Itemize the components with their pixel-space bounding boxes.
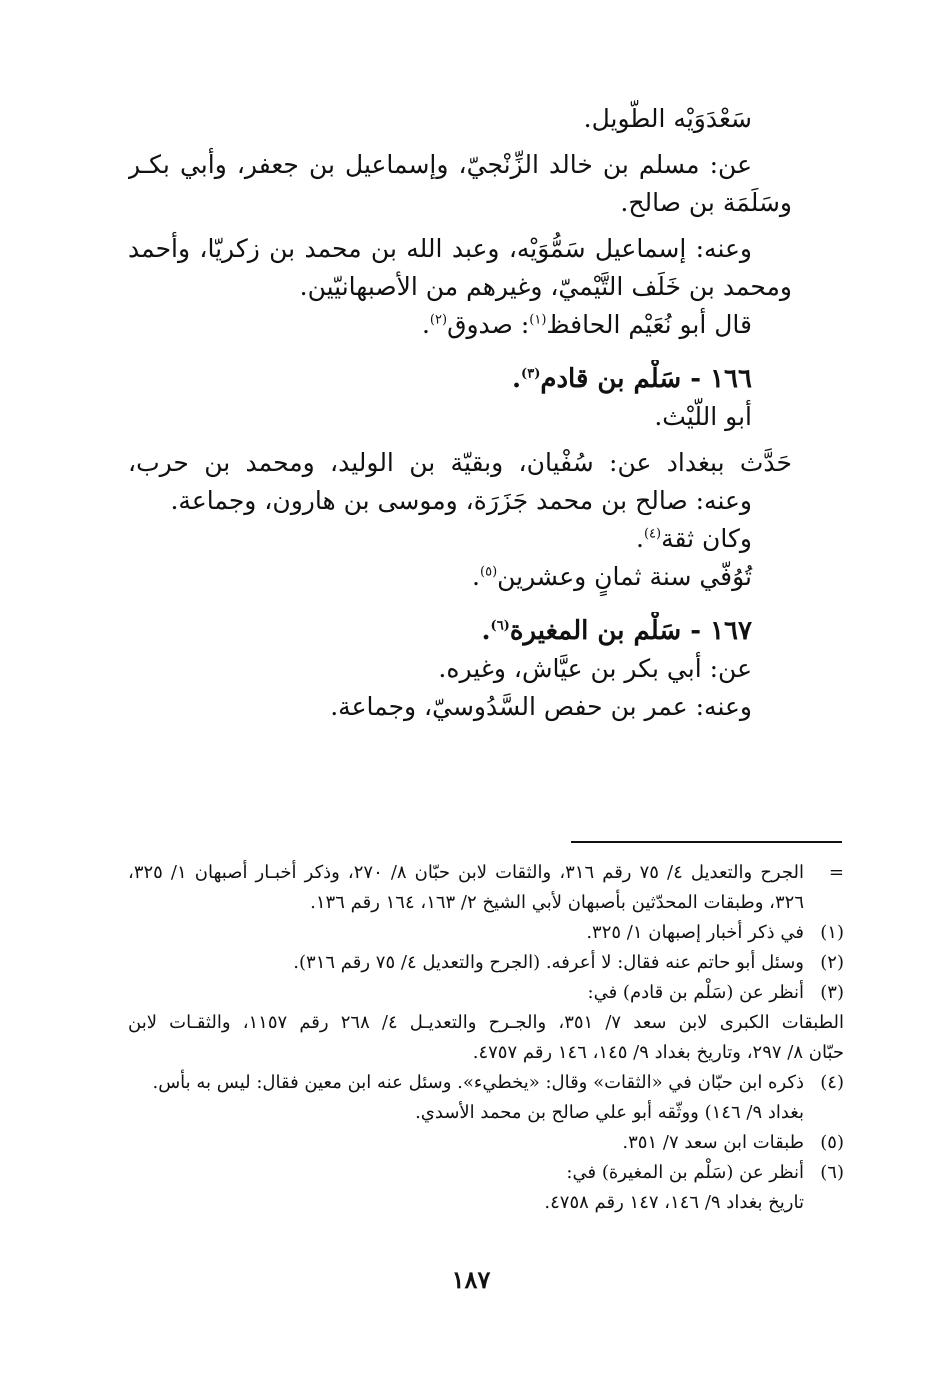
text-line: تُوُفّي سنة ثمانٍ وعشرين$^{(٥)}$. <box>472 562 752 591</box>
footnote-mark: (٣) <box>820 982 844 1003</box>
text-line: أبو اللَّيْث. <box>654 402 752 431</box>
footnote-mark: (١) <box>820 922 844 943</box>
footnote-line: الجرح والتعديل ٤/ ٧٥ رقم ٣١٦، والثقات لابن حبّان ٨/ ٢٧٠، وذكر أخبـار أصبهان ١/ ٣٢٥، <box>128 862 804 883</box>
footnote-ref[interactable]: (٣) <box>521 366 541 382</box>
footnote-mark: (٥) <box>820 1132 844 1153</box>
text-line: وعنه: إسماعيل سَمُّوَيْه، وعبد الله بن محمد بن زكريّا، وأحمد <box>128 234 752 263</box>
text-line: قال أبو نُعَيْم الحافظ$^{(١)}$: صدوق$^{(٢)}$. <box>421 310 752 339</box>
footnote-ref[interactable]: (٥) <box>480 564 498 580</box>
entry-heading-166: ١٦٦ - سَلْم بن قادم$^{(٣)}$. <box>511 364 752 394</box>
footnote-mark: = <box>828 862 844 883</box>
footnote-3 <box>128 978 844 1068</box>
footnote-line: أنظر عن (سَلْم بن قادم) في: <box>587 982 804 1003</box>
text-line: سَعْدَوَيْه الطَّويل. <box>583 104 752 133</box>
text-line: ومحمد بن خَلَف التَّيْميّ، وغيرهم من الأصبهانيّين. <box>299 272 792 301</box>
main-text <box>128 100 792 726</box>
text-line: حَدَّث ببغداد عن: سُفْيان، وبقيّة بن الوليد، ومحمد بن حرب، <box>128 448 792 477</box>
text-line: عن: أبي بكر بن عيَّاش، وغيره. <box>438 654 752 683</box>
footnote-separator <box>571 841 842 843</box>
text-line: وكان ثقة$^{(٤)}$. <box>636 524 752 553</box>
footnote-ref[interactable]: (٢) <box>429 312 448 328</box>
footnote-ref[interactable]: (٤) <box>643 526 662 542</box>
text-line: وعنه: عمر بن حفص السَّدُوسيّ، وجماعة. <box>330 692 752 721</box>
footnote-line: بغداد ٩/ ١٤٦) ووثّقه أبو علي صالح بن محمد الأسدي. <box>415 1102 804 1123</box>
footnote-line: أنظر عن (سَلْم بن المغيرة) في: <box>566 1162 804 1183</box>
footnote-5 <box>128 1128 844 1158</box>
footnote-2 <box>128 948 844 978</box>
footnote-line: ذكره ابن حبّان في «الثقات» وقال: «يخطيء». وسئل عنه ابن معين فقال: ليس به بأس. <box>152 1072 804 1093</box>
footnote-ref[interactable]: (٦) <box>490 618 510 634</box>
footnote-1 <box>128 918 844 948</box>
text-line: وعنه: صالح بن محمد جَزَرَة، وموسى بن هارون، وجماعة. <box>170 486 752 515</box>
entry-heading-167: ١٦٧ - سَلْم بن المغيرة$^{(٦)}$. <box>481 616 752 646</box>
footnote-line: حبّان ٨/ ٢٩٧، وتاريخ بغداد ٩/ ١٤٥، ١٤٦ رقم ٤٧٥٧. <box>472 1042 844 1063</box>
footnote-line: في ذكر أخبار إصبهان ١/ ٣٢٥. <box>586 922 804 943</box>
footnotes <box>128 858 844 1218</box>
page-number: ١٨٧ <box>451 1265 491 1294</box>
footnote-continuation <box>128 858 844 918</box>
footnote-line: الطبقات الكبرى لابن سعد ٧/ ٣٥١، والجـرح والتعديـل ٤/ ٢٦٨ رقم ١١٥٧، والثقـات لابن <box>128 1012 844 1033</box>
footnote-ref[interactable]: (١) <box>529 312 547 328</box>
text-line: عن: مسلم بن خالد الزِّنْجيّ، وإسماعيل بن جعفر، وأبي بكـر <box>128 150 752 179</box>
footnote-line: تاريخ بغداد ٩/ ١٤٦، ١٤٧ رقم ٤٧٥٨. <box>544 1192 804 1213</box>
footnote-line: وسئل أبو حاتم عنه فقال: لا أعرفه. (الجرح والتعديل ٤/ ٧٥ رقم ٣١٦). <box>293 952 804 973</box>
footnote-line: ٣٢٦، وطبقات المحدّثين بأصبهان لأبي الشيخ ٢/ ١٦٣، ١٦٤ رقم ١٣٦. <box>310 892 804 913</box>
footnote-mark: (٤) <box>820 1072 844 1093</box>
footnote-4 <box>128 1068 844 1128</box>
footnote-line: طبقات ابن سعد ٧/ ٣٥١. <box>622 1132 804 1153</box>
footnote-mark: (٦) <box>820 1162 844 1183</box>
footnote-mark: (٢) <box>820 952 844 973</box>
footnote-6 <box>128 1158 844 1218</box>
text-line: وسَلَمَة بن صالح. <box>620 188 792 217</box>
